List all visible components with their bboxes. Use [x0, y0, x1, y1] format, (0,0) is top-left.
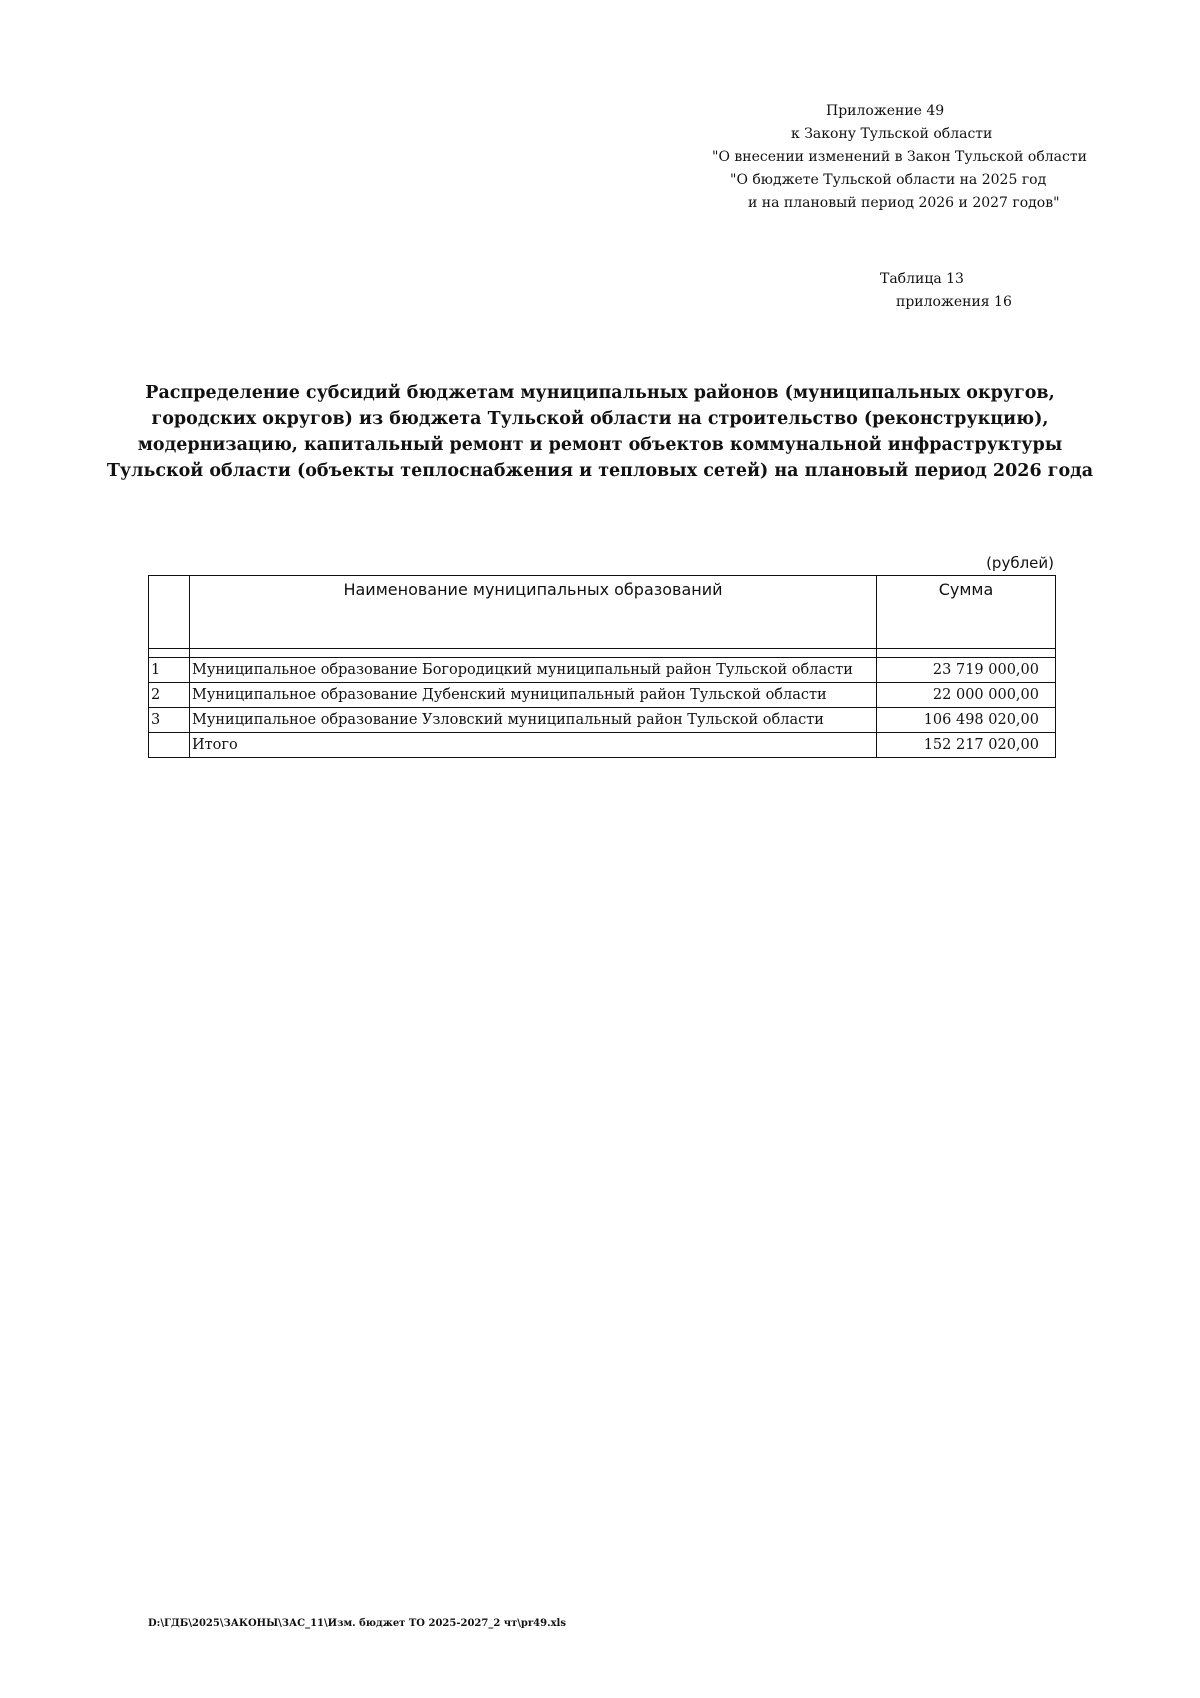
appendix-law-ref: к Закону Тульской области [791, 126, 993, 142]
appendix-budget-ref: "О бюджете Тульской области на 2025 год [730, 172, 1047, 188]
appendix-period-ref: и на плановый период 2026 и 2027 годов" [748, 195, 1060, 211]
row-number: 2 [149, 683, 190, 708]
subsidy-table [148, 575, 1056, 758]
table-reference [880, 268, 1012, 314]
file-path-footer: D:\ГДБ\2025\ЗАКОНЫ\ЗАС_11\Изм. бюджет ТО 2025-2027_2 чт\pr49.xls [148, 1618, 566, 1629]
row-number: 1 [149, 658, 190, 683]
header-name: Наименование муниципальных образований [190, 576, 877, 649]
row-sum: 22 000 000,00 [877, 683, 1056, 708]
row-name: Муниципальное образование Богородицкий муниципальный район Тульской области [190, 658, 877, 683]
table-total-row [149, 733, 1056, 758]
table-row [149, 708, 1056, 733]
total-label: Итого [190, 733, 877, 758]
row-sum: 23 719 000,00 [877, 658, 1056, 683]
table-spacer-row [149, 649, 1056, 658]
row-number: 3 [149, 708, 190, 733]
row-name: Муниципальное образование Узловский муниципальный район Тульской области [190, 708, 877, 733]
appendix-number: Приложение 49 [826, 103, 945, 119]
document-title [100, 380, 1100, 484]
table-row [149, 683, 1056, 708]
table-number: Таблица 13 [880, 271, 964, 287]
units-label: (рублей) [986, 554, 1054, 572]
total-sum: 152 217 020,00 [877, 733, 1056, 758]
title-line-3: модернизацию, капитальный ремонт и ремонт объектов коммунальной инфраструктуры [137, 435, 1063, 455]
table-appendix-number: приложения 16 [896, 294, 1012, 310]
title-line-2: городских округов) из бюджета Тульской области на строительство (реконструкцию), [151, 409, 1049, 429]
appendix-amendment-ref: "О внесении изменений в Закон Тульской области [712, 149, 1087, 165]
row-name: Муниципальное образование Дубенский муниципальный район Тульской области [190, 683, 877, 708]
table-row [149, 658, 1056, 683]
header-sum: Сумма [877, 576, 1056, 649]
header-num [149, 576, 190, 649]
appendix-header [700, 100, 1100, 215]
row-sum: 106 498 020,00 [877, 708, 1056, 733]
title-line-4: Тульской области (объекты теплоснабжения и тепловых сетей) на плановый период 2026 года [106, 461, 1094, 481]
total-number [149, 733, 190, 758]
title-line-1: Распределение субсидий бюджетам муниципальных районов (муниципальных округов, [145, 383, 1055, 403]
table-header-row [149, 576, 1056, 649]
